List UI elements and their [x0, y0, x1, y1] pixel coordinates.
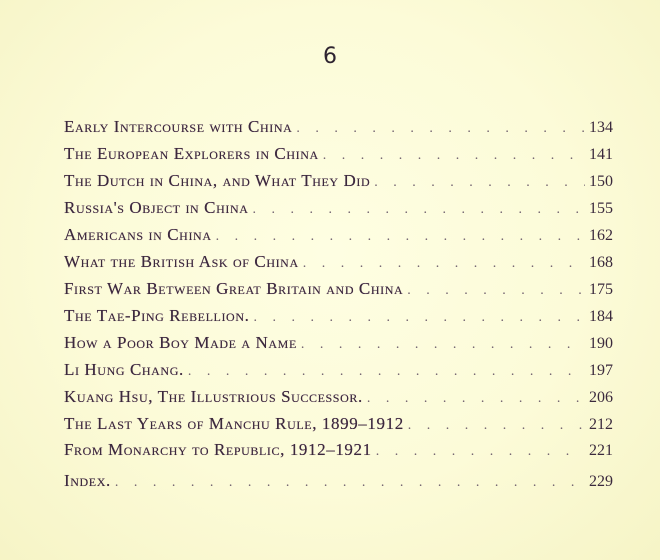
toc-entry[interactable]	[64, 333, 613, 355]
toc-entry-title: Kuang Hsu, The Illustrious Successor.	[64, 387, 363, 406]
dot-leader	[372, 444, 585, 460]
dot-leader	[212, 229, 585, 245]
dot-leader	[111, 475, 585, 491]
toc-entry[interactable]	[64, 252, 613, 274]
toc-entry-page: 206	[589, 389, 613, 406]
toc-entry-page: 155	[589, 200, 613, 217]
toc-entry-title: What the British Ask of China	[64, 252, 299, 271]
toc-entry-page: 175	[589, 281, 613, 298]
dot-leader	[370, 175, 585, 191]
dot-leader	[404, 418, 585, 434]
toc-entry-page: 197	[589, 362, 613, 379]
toc-entry[interactable]	[64, 279, 613, 301]
toc-entry-title: From Monarchy to Republic, 1912–1921	[64, 440, 372, 459]
toc-entry-title: The Last Years of Manchu Rule, 1899–1912	[64, 414, 404, 433]
toc-entry-page: 229	[589, 473, 613, 490]
toc-entry-title: Early Intercourse with China	[64, 117, 293, 136]
toc-entry-title: How a Poor Boy Made a Name	[64, 333, 297, 352]
toc-entry-page: 221	[589, 442, 613, 459]
toc-entry-page: 190	[589, 335, 613, 352]
toc-entry-page: 162	[589, 227, 613, 244]
toc-entry[interactable]	[64, 414, 613, 436]
toc-entry-title: The Dutch in China, and What They Did	[64, 171, 371, 190]
toc-entry-title: Index.	[64, 471, 111, 490]
toc-entry[interactable]	[64, 198, 613, 220]
toc-entry-index[interactable]	[64, 471, 613, 493]
toc-entry[interactable]	[64, 117, 613, 139]
toc-entry-page: 141	[589, 146, 613, 163]
toc-entry-title: Russia's Object in China	[64, 198, 249, 217]
dot-leader	[363, 391, 585, 407]
toc-entry-page: 184	[589, 308, 613, 325]
toc-entry-title: The Tae-Ping Rebellion.	[64, 306, 250, 325]
toc-entry[interactable]	[64, 440, 613, 462]
toc-entry-page: 212	[589, 416, 613, 433]
toc-entry[interactable]	[64, 171, 613, 193]
toc-entry-page: 134	[589, 119, 613, 136]
toc-entry-page: 150	[589, 173, 613, 190]
dot-leader	[292, 121, 585, 137]
toc-entry[interactable]	[64, 387, 613, 409]
toc-entry-title: Americans in China	[64, 225, 212, 244]
dot-leader	[249, 310, 585, 326]
toc-entry-title: Li Hung Chang.	[64, 360, 184, 379]
page-number: 6	[323, 44, 337, 69]
dot-leader	[249, 202, 585, 218]
dot-leader	[299, 256, 585, 272]
toc-entry-title: The European Explorers in China	[64, 144, 319, 163]
dot-leader	[184, 364, 585, 380]
toc-entry[interactable]	[64, 144, 613, 166]
toc-entry[interactable]	[64, 225, 613, 247]
toc-entry[interactable]	[64, 360, 613, 382]
dot-leader	[297, 337, 585, 353]
toc-entry[interactable]	[64, 306, 613, 328]
dot-leader	[403, 283, 585, 299]
toc-entry-title: First War Between Great Britain and China	[64, 279, 404, 298]
dot-leader	[319, 148, 585, 164]
toc-entry-page: 168	[589, 254, 613, 271]
